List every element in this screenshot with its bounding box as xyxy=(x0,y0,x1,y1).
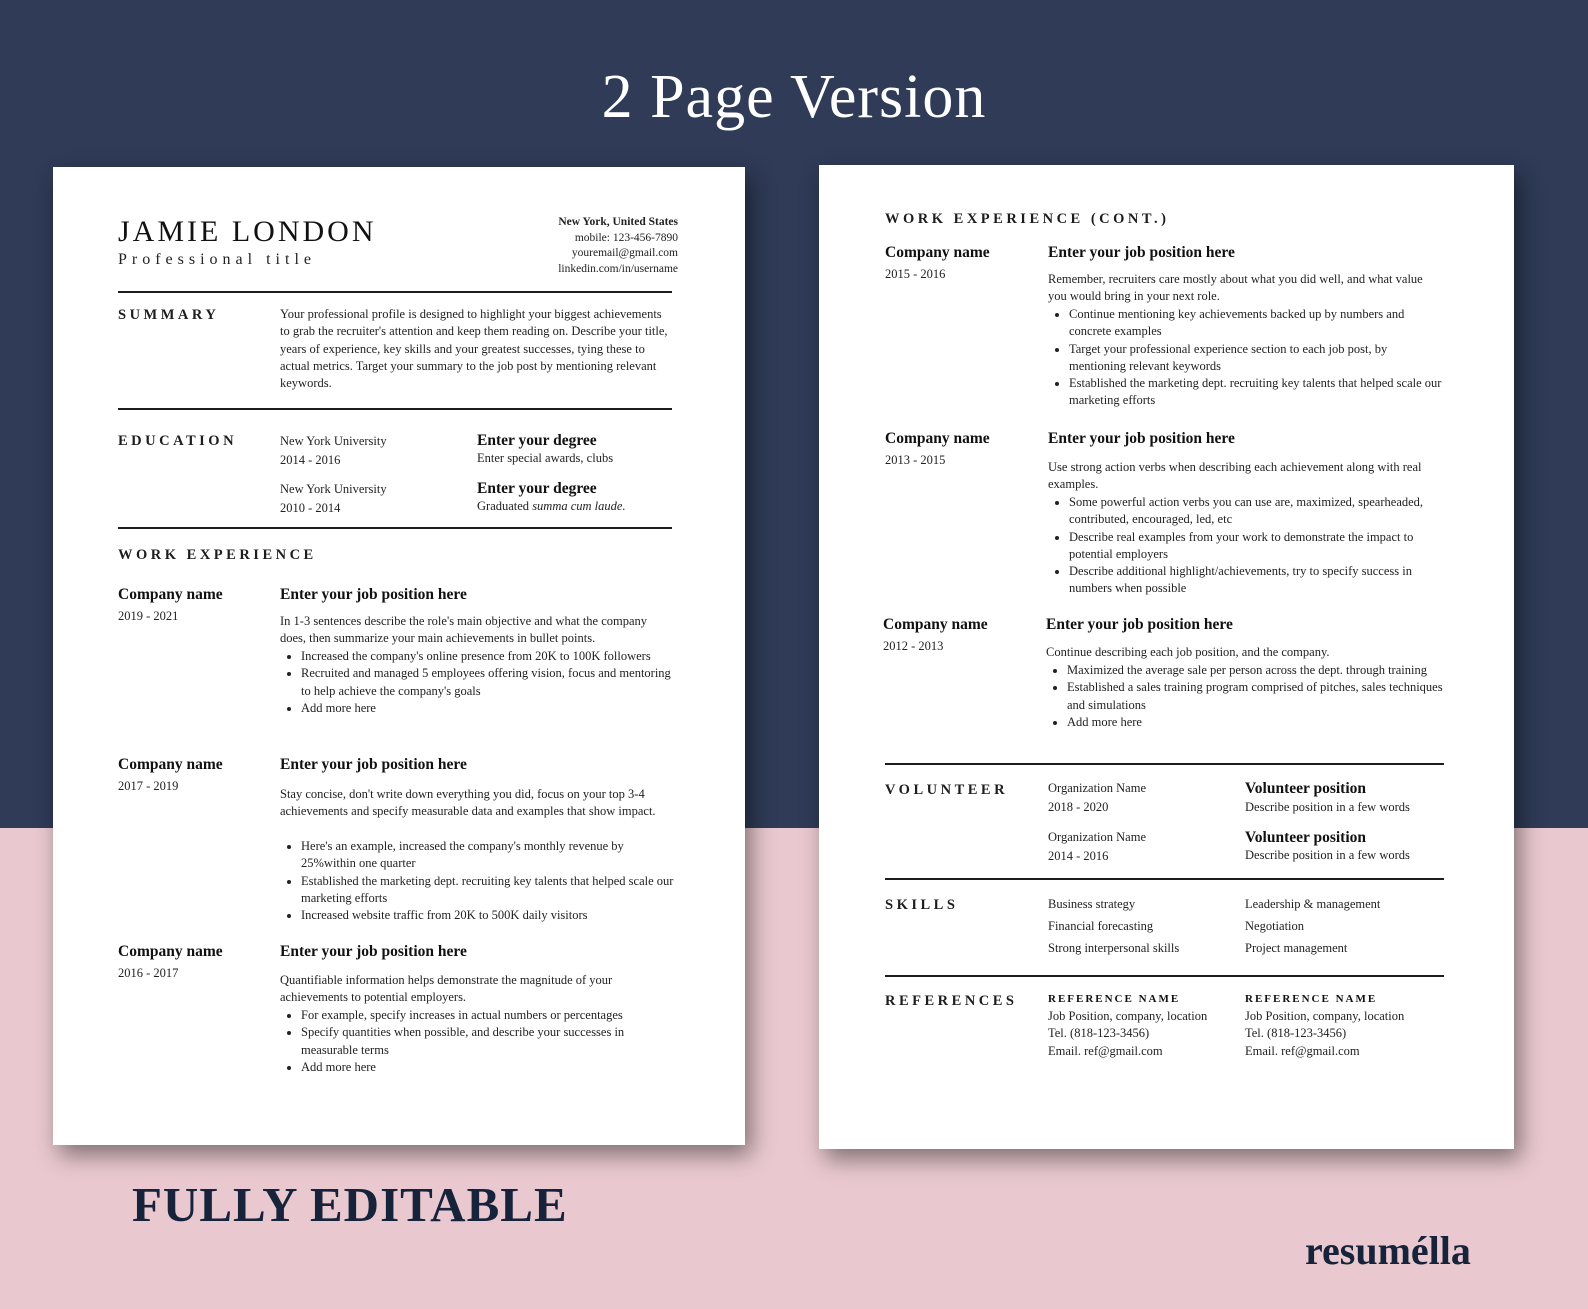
job-bullets xyxy=(1048,306,1445,410)
resume-name: JAMIE LONDON xyxy=(118,215,377,248)
school-name: New York University xyxy=(280,482,387,496)
job-bullets xyxy=(280,648,675,717)
section-heading-work-experience: WORK EXPERIENCE xyxy=(118,547,317,563)
job-bullet: • Here's an example, increased the company's monthly revenue by 25%within one quarter xyxy=(301,838,675,873)
job-dates: 2015 - 2016 xyxy=(885,267,946,281)
job-dates: 2017 - 2019 xyxy=(118,779,179,793)
divider xyxy=(118,291,672,293)
resume-page-2 xyxy=(819,165,1514,1149)
volunteer-position: Volunteer position xyxy=(1245,829,1367,846)
summary-text: Your professional profile is designed to highlight your biggest achievements to grab the recruiter's attention and keep them reading on. Describe your title, years of experience, key skills and your greatest successes, tying these to actual metrics. Target your summary to the job post by mentioning relevant keywords. xyxy=(280,307,668,391)
contact-linkedin: linkedin.com/in/username xyxy=(558,262,678,275)
divider xyxy=(885,763,1444,765)
volunteer-org xyxy=(1048,828,1146,866)
job-bullet: • Increased website traffic from 20K to 500K daily visitors xyxy=(301,907,675,924)
job-bullet: • Some powerful action verbs you can use are, maximized, spearheaded, contributed, encouraged, led, etc xyxy=(1069,494,1445,529)
job-dates: 2012 - 2013 xyxy=(883,639,944,653)
job-bullet: • Describe real examples from your work to demonstrate the impact to potential employers xyxy=(1069,529,1445,564)
company-name: Company name xyxy=(118,586,223,603)
degree-detail: Enter special awards, clubs xyxy=(477,451,614,465)
divider xyxy=(118,527,672,529)
brand-logo: resumélla xyxy=(1305,1228,1471,1273)
job-bullets xyxy=(280,1007,675,1076)
skill-item: Project management xyxy=(1245,941,1348,955)
fully-editable-caption: FULLY EDITABLE xyxy=(132,1177,568,1232)
reference-line: Email. ref@gmail.com xyxy=(1245,1043,1360,1058)
skill-item: Financial forecasting xyxy=(1048,919,1154,933)
contact-block xyxy=(558,215,678,277)
reference-line: Job Position, company, location xyxy=(1245,1009,1405,1023)
company-name: Company name xyxy=(118,943,223,960)
job-position: Enter your job position here xyxy=(1046,616,1233,633)
section-heading-skills: SKILLS xyxy=(885,897,959,913)
reference-name: REFERENCE NAME xyxy=(1245,993,1378,1005)
volunteer-position: Volunteer position xyxy=(1245,780,1367,797)
school-name: New York University xyxy=(280,434,387,448)
professional-title: Professional title xyxy=(118,251,316,268)
company-name: Company name xyxy=(118,756,223,773)
job-bullets xyxy=(1048,494,1445,598)
reference-line: Tel. (818-123-3456) xyxy=(1245,1026,1347,1041)
degree-title: Enter your degree xyxy=(477,432,597,449)
contact-phone: mobile: 123-456-7890 xyxy=(574,231,678,244)
section-heading-work-experience-cont: WORK EXPERIENCE (CONT.) xyxy=(885,211,1170,227)
job-bullet: • Add more here xyxy=(301,700,675,717)
company-name: Company name xyxy=(883,616,988,633)
reference-line: Email. ref@gmail.com xyxy=(1048,1043,1163,1058)
job-description: Use strong action verbs when describing each achievement along with real examples. xyxy=(1048,460,1422,492)
job-dates: 2019 - 2021 xyxy=(118,609,179,623)
education-school xyxy=(280,480,387,518)
divider xyxy=(118,408,672,410)
org-years: 2018 - 2020 xyxy=(1048,800,1109,814)
divider xyxy=(885,975,1444,977)
degree-title: Enter your degree xyxy=(477,480,597,497)
job-bullet: • For example, specify increases in actual numbers or percentages xyxy=(301,1007,675,1024)
job-dates: 2016 - 2017 xyxy=(118,966,179,980)
resume-page-1 xyxy=(53,167,745,1145)
skill-item: Leadership & management xyxy=(1245,897,1381,911)
divider xyxy=(885,878,1444,880)
company-name: Company name xyxy=(885,244,990,261)
school-years: 2010 - 2014 xyxy=(280,501,341,515)
volunteer-detail: Describe position in a few words xyxy=(1245,848,1410,862)
job-bullet: • Increased the company's online presence from 20K to 100K followers xyxy=(301,648,675,665)
job-bullet: • Established the marketing dept. recruiting key talents that helped scale our marketing efforts xyxy=(301,873,675,908)
section-heading-summary: SUMMARY xyxy=(118,307,220,323)
banner-title: 2 Page Version xyxy=(601,63,987,131)
school-years: 2014 - 2016 xyxy=(280,453,341,467)
job-bullet: • Continue mentioning key achievements backed up by numbers and concrete examples xyxy=(1069,306,1445,341)
job-position: Enter your job position here xyxy=(280,943,467,960)
contact-email: youremail@gmail.com xyxy=(571,247,678,259)
job-bullet: • Add more here xyxy=(1067,714,1443,731)
education-school xyxy=(280,432,387,470)
contact-location: New York, United States xyxy=(558,216,678,228)
skill-item: Strong interpersonal skills xyxy=(1048,941,1180,955)
section-heading-references: REFERENCES xyxy=(885,993,1018,1009)
job-bullets xyxy=(280,838,675,924)
job-bullet: • Established the marketing dept. recruiting key talents that helped scale our marketing efforts xyxy=(1069,375,1445,410)
reference-line: Tel. (818-123-3456) xyxy=(1048,1026,1150,1041)
job-description: Stay concise, don't write down everything you did, focus on your top 3-4 achievements and specify measurable data and examples that show impact. xyxy=(280,787,656,819)
job-position: Enter your job position here xyxy=(280,586,467,603)
reference-name: REFERENCE NAME xyxy=(1048,993,1181,1005)
reference-details xyxy=(1048,1008,1207,1060)
degree-detail-text: Graduated xyxy=(477,499,530,513)
company-name: Company name xyxy=(885,430,990,447)
job-dates: 2013 - 2015 xyxy=(885,453,946,467)
job-position: Enter your job position here xyxy=(1048,430,1235,447)
job-bullet: • Describe additional highlight/achievements, try to specify success in numbers when possible xyxy=(1069,563,1445,598)
job-position: Enter your job position here xyxy=(280,756,467,773)
degree-honors: summa cum laude. xyxy=(532,499,626,513)
section-heading-volunteer: VOLUNTEER xyxy=(885,782,1009,798)
org-name: Organization Name xyxy=(1048,781,1146,795)
degree-detail xyxy=(477,499,626,514)
job-description: Quantifiable information helps demonstrate the magnitude of your achievements to potential employers. xyxy=(280,973,613,1005)
volunteer-detail: Describe position in a few words xyxy=(1245,800,1410,814)
job-bullet: • Target your professional experience section to each job post, by mentioning relevant keywords xyxy=(1069,341,1445,376)
job-bullet: • Established a sales training program comprised of pitches, sales techniques and simulations xyxy=(1067,679,1443,714)
org-name: Organization Name xyxy=(1048,830,1146,844)
reference-details xyxy=(1245,1008,1404,1060)
job-bullets xyxy=(1046,662,1443,731)
section-heading-education: EDUCATION xyxy=(118,433,238,449)
job-bullet: • Recruited and managed 5 employees offering vision, focus and mentoring to help achieve the company's goals xyxy=(301,665,675,700)
org-years: 2014 - 2016 xyxy=(1048,849,1109,863)
reference-line: Job Position, company, location xyxy=(1048,1009,1208,1023)
skill-item: Negotiation xyxy=(1245,919,1305,933)
job-bullet: • Maximized the average sale per person across the dept. through training xyxy=(1067,662,1443,679)
job-bullet: • Add more here xyxy=(301,1059,675,1076)
skill-item: Business strategy xyxy=(1048,897,1136,911)
job-description: In 1-3 sentences describe the role's main objective and what the company does, then summarize your main achievements in bullet points. xyxy=(280,614,648,646)
job-description: Remember, recruiters care mostly about what you did well, and what value you would bring in your next role. xyxy=(1048,272,1423,304)
job-description: Continue describing each job position, and the company. xyxy=(1046,645,1330,659)
volunteer-org xyxy=(1048,779,1146,817)
job-bullet: • Specify quantities when possible, and describe your successes in measurable terms xyxy=(301,1024,675,1059)
job-position: Enter your job position here xyxy=(1048,244,1235,261)
